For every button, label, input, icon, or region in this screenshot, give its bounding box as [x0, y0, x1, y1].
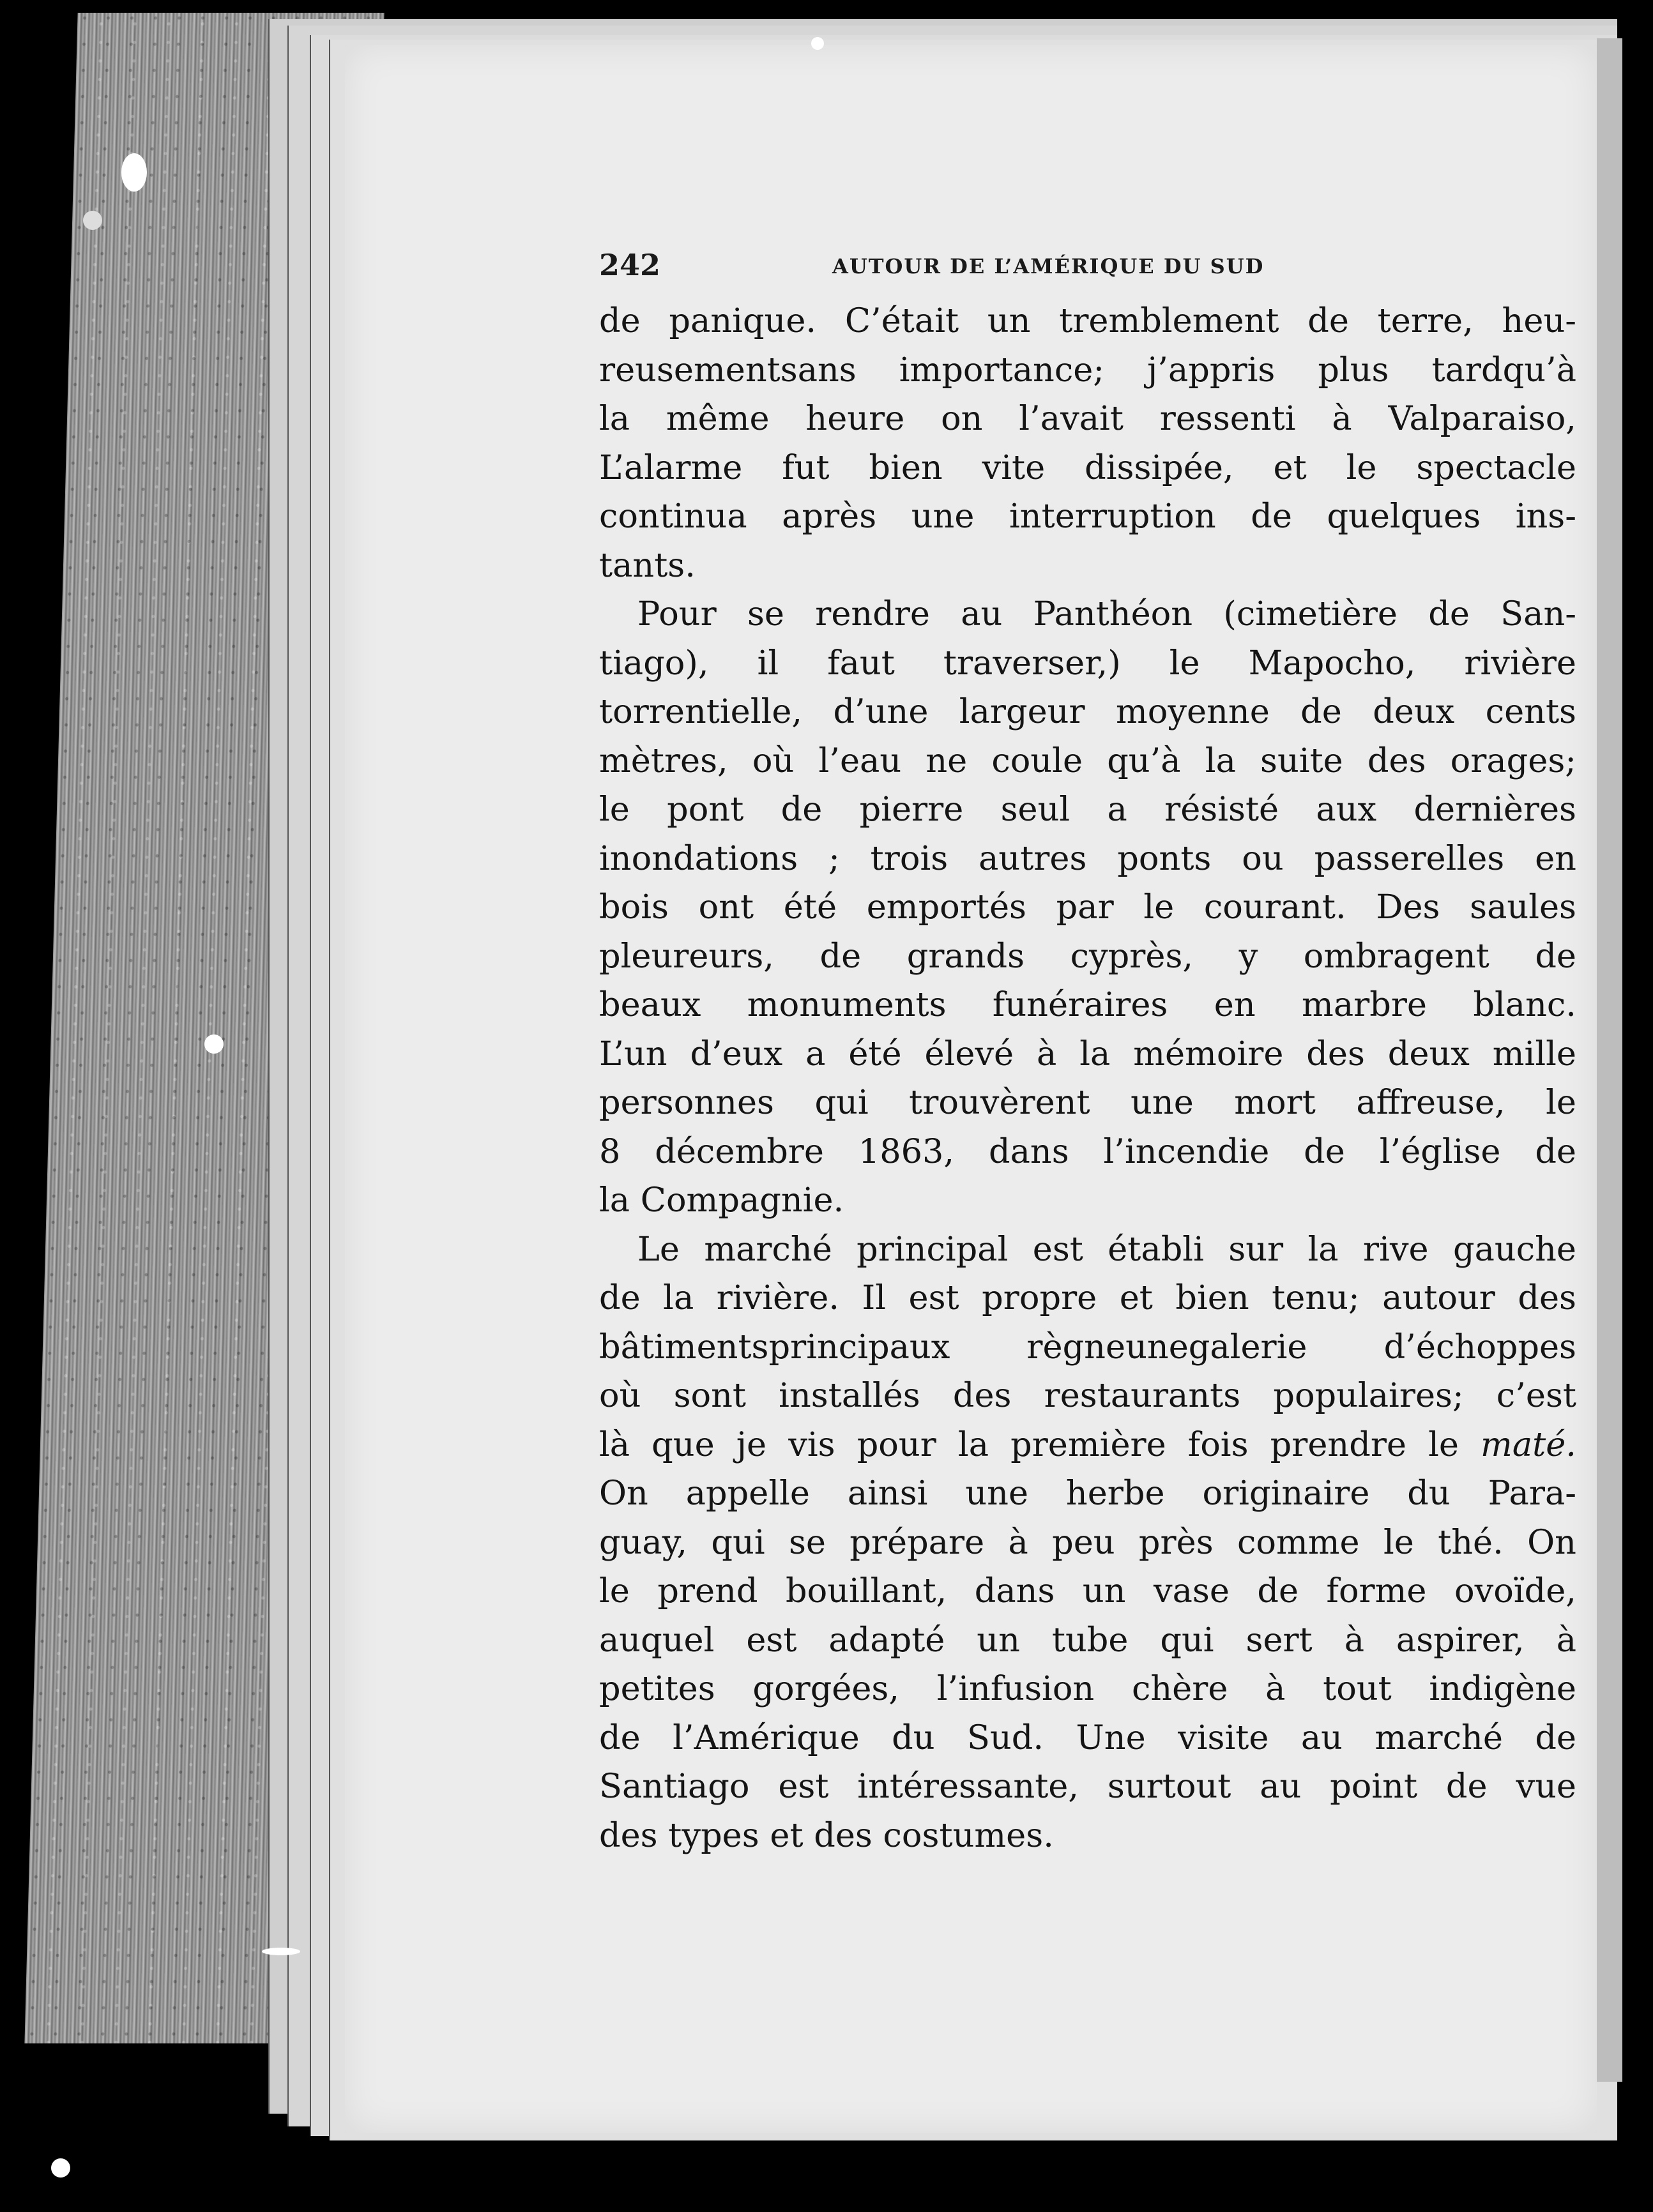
running-title: AUTOUR DE L’AMÉRIQUE DU SUD — [832, 254, 1265, 278]
text-line: On appelle ainsi une herbe originaire du Para- — [599, 1474, 1576, 1513]
text-line: reusementsans importance; j’appris plus tardqu’à — [599, 350, 1576, 390]
text-line: le prend bouillant, dans un vase de forme ovoïde, — [599, 1572, 1576, 1610]
text-line: Santiago est intéressante, surtout au point de vue — [599, 1767, 1576, 1806]
text-line: de l’Amérique du Sud. Une visite au marché de — [599, 1718, 1576, 1757]
text-line: mètres, où l’eau ne coule qu’à la suite des orages; — [599, 741, 1576, 780]
text-line: Le marché principal est établi sur la rive gauche — [637, 1229, 1576, 1269]
text-line: 8 décembre 1863, dans l’incendie de l’église de — [599, 1132, 1576, 1171]
italic-word: maté. — [1481, 1425, 1576, 1464]
text-line: tiago), il faut traverser,) le Mapocho, rivière — [599, 643, 1576, 683]
text-line: la Compagnie. — [599, 1181, 844, 1220]
text-line: la même heure on l’avait ressenti à Valparaiso, — [599, 399, 1576, 438]
page-header — [599, 248, 1596, 292]
page-number: 242 — [599, 248, 661, 282]
text-line: bois ont été emportés par le courant. Des saules — [599, 888, 1576, 927]
dust-speck — [83, 211, 102, 230]
page-right-edge — [1597, 38, 1622, 2082]
text-line: où sont installés des restaurants populaires; c’est — [599, 1376, 1576, 1415]
text-line: beaux monuments funéraires en marbre blanc. — [599, 985, 1576, 1024]
text-line: Pour se rendre au Panthéon (cimetière de San- — [637, 595, 1576, 633]
text-line: continua après une interruption de quelques ins- — [599, 497, 1576, 536]
dust-speck — [121, 153, 147, 192]
text-line: de la rivière. Il est propre et bien tenu; autour des — [599, 1278, 1576, 1317]
dust-speck — [204, 1034, 224, 1054]
text-line: torrentielle, d’une largeur moyenne de deux cents — [599, 692, 1576, 731]
text-line: bâtimentsprincipaux règneunegalerie d’échoppes — [599, 1327, 1576, 1367]
text-line: petites gorgées, l’infusion chère à tout indigène — [599, 1669, 1576, 1708]
text-line: L’un d’eux a été élevé à la mémoire des deux mille — [599, 1034, 1576, 1073]
text-line: le pont de pierre seul a résisté aux dernières — [599, 790, 1576, 829]
text-line: des types et des costumes. — [599, 1815, 1054, 1855]
dust-speck — [51, 2158, 70, 2178]
body-text — [599, 297, 1576, 1860]
dust-speck — [811, 37, 824, 50]
book-page — [345, 45, 1597, 2133]
text-line: de panique. C’était un tremblement de terre, heu- — [599, 301, 1576, 340]
text-line — [599, 1421, 1576, 1470]
text-line: auquel est adapté un tube qui sert à aspirer, à — [599, 1620, 1576, 1660]
text-line: personnes qui trouvèrent une mort affreuse, le — [599, 1083, 1576, 1122]
text-line: tants. — [599, 545, 696, 585]
text-line-start: là que je vis pour la première fois prendre le — [599, 1425, 1481, 1464]
text-line: guay, qui se prépare à peu près comme le thé. On — [599, 1522, 1576, 1562]
dust-speck — [262, 1948, 300, 1955]
text-line: pleureurs, de grands cyprès, y ombragent de — [599, 936, 1576, 976]
text-line: inondations ; trois autres ponts ou passerelles en — [599, 838, 1576, 878]
text-line: L’alarme fut bien vite dissipée, et le spectacle — [599, 448, 1576, 487]
